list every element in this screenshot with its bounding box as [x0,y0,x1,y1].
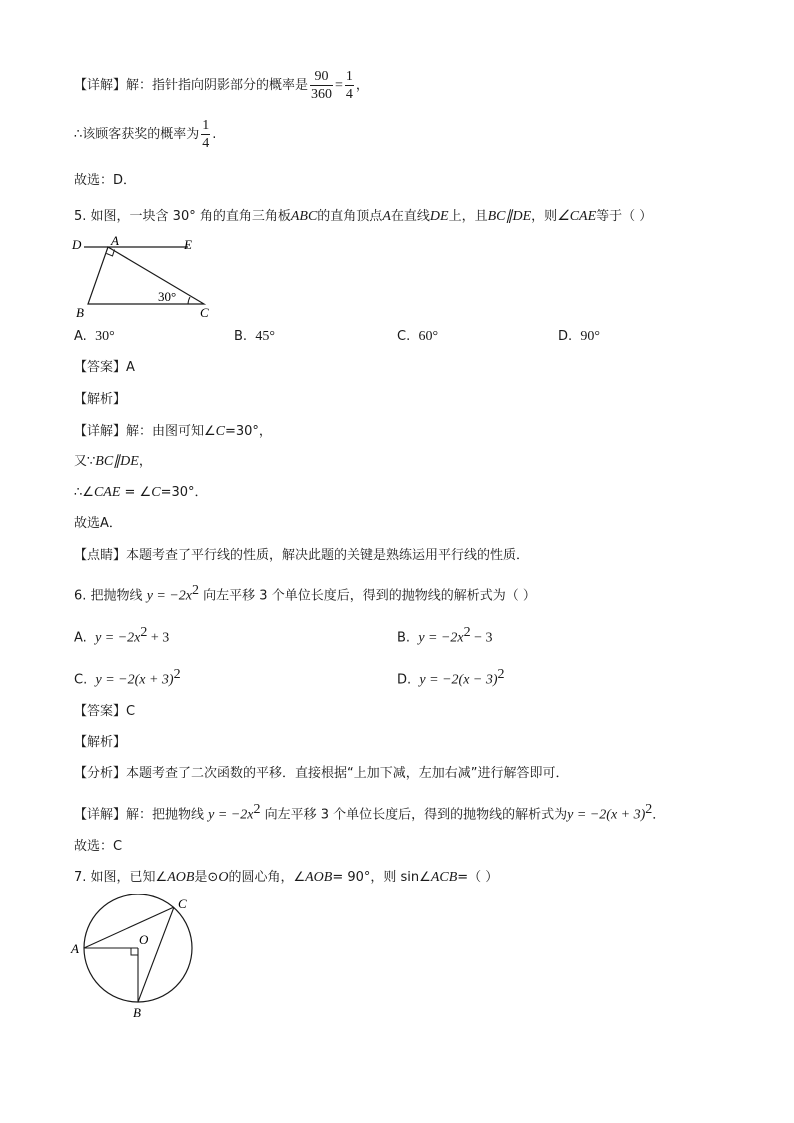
q5-comment: 【点睛】本题考查了平行线的性质，解决此题的关键是熟练运用平行线的性质． [74,548,530,563]
q6-analysis: 【解析】 [74,735,127,750]
label-o: O [139,932,149,947]
q5-option-a: A. 30° [74,329,115,344]
q5-given-parallel: 又∵BC∥DE， [74,454,152,469]
q5-answer: 【答案】A [74,360,135,375]
q6-option-d: D. $y = -2(x - 3)^2$ [397,667,505,688]
q6-choice: 故选：C [74,839,123,854]
q5-analysis: 【解析】 [74,392,127,407]
q6-option-a: A. $y = -2x^2 + 3$ [74,625,170,646]
q7-stem: 7. 如图，已知∠AOB是⊙O的圆心角，∠AOB= 90°，则 sin∠ACB=（ ） [74,870,499,885]
q5-triangle-figure [70,232,220,322]
q7-circle-figure [66,894,226,1024]
label-30-degree: 30° [158,289,177,304]
q5-stem: 5. 如图，一块含 30° 角的直角三角板ABC的直角顶点A在直线DE上，且BC∥DE，则∠CAE等于（ ） [74,209,653,224]
q5-option-d: D. 90° [558,329,601,344]
label-d: D [72,237,82,252]
q5-detail: 【详解】解：由图可知∠C=30°， [74,424,272,439]
q6-detail: 【详解】解：把抛物线 $y = -2x^2$ 向左平移 3 个单位长度后，得到的抛物线的解析式为$y = -2(x + 3)^2$． [74,802,666,823]
label-b: B [76,305,84,320]
q4-fraction-prize: $\frac{1}{4}$ [202,118,210,151]
q5-choice: 故选A． [74,516,122,531]
q4-fraction-90-360: $\frac{90}{360}$ [311,69,333,102]
q5-option-c: C. 60° [397,329,439,344]
q4-probability-line: 【详解】解：指针指向阴影部分的概率是 $\frac{90}{360}$ = $\frac{1}{4}$ ， [74,69,369,102]
label-c: C [200,305,209,320]
q6-option-b: B. $y = -2x^2 - 3$ [397,625,493,646]
label-a: A [111,233,119,248]
q4-fraction-1-4: $\frac{1}{4}$ [345,69,353,102]
q6-analysis-text: 【分析】本题考查了二次函数的平移．直接根据“上加下减，左加右减”进行解答即可． [74,766,569,781]
right-angle-mark [131,948,138,955]
label-a: A [71,941,79,956]
q5-conclusion: ∴∠CAE = ∠C=30°． [74,485,208,500]
q5-option-b: B. 45° [234,329,275,344]
q6-answer: 【答案】C [74,704,136,719]
label-b: B [133,1005,141,1020]
angle-arc-c [188,297,190,304]
q6-option-c: C. $y = -2(x + 3)^2$ [74,667,181,688]
q4-choice: 故选：D． [74,173,137,188]
label-e: E [184,237,192,252]
q6-stem: 6. 把抛物线 $y = -2x^2$ 向左平移 3 个单位长度后，得到的抛物线的解析式为（ ） [74,583,536,604]
triangle-abc [88,247,204,304]
q4-prize-line: ∴该顾客获奖的概率为 $\frac{1}{4}$ . [74,118,217,151]
label-c: C [178,896,187,911]
